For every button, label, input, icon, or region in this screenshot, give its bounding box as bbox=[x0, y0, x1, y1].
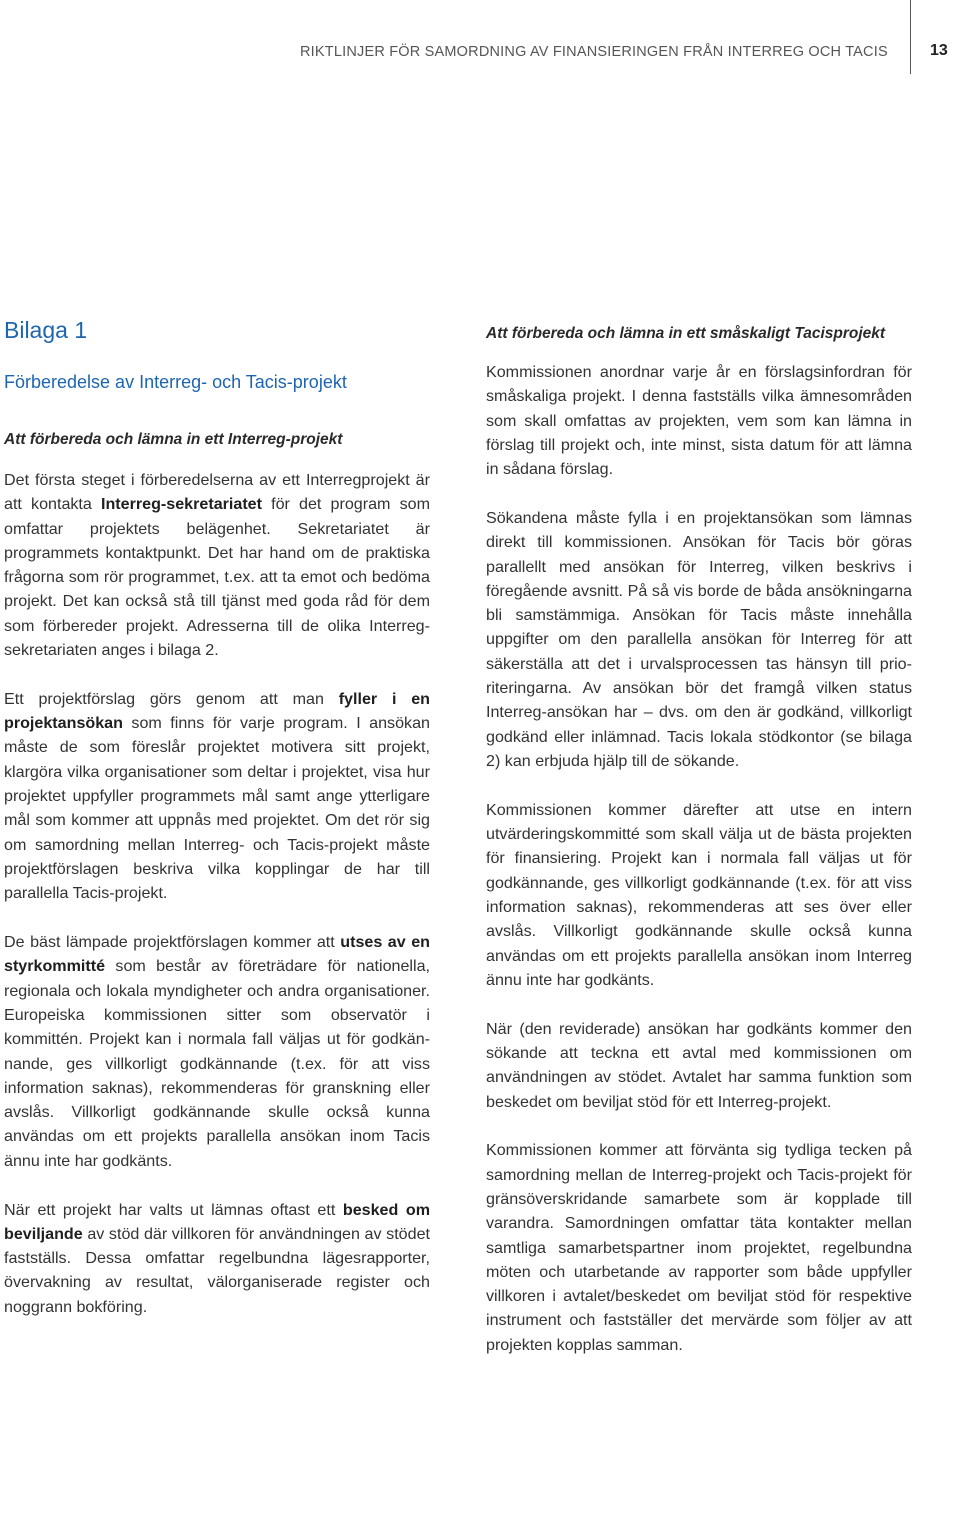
running-header: RIKTLINJER FÖR SAMORDNING AV FINANSIERINGEN FRÅN INTERREG OCH TACIS bbox=[300, 44, 888, 60]
emphasis: besked om beviljande bbox=[4, 1200, 430, 1243]
paragraph: De bäst lämpade projektförslagen kommer att utses av en styrkommitté som består av företrädare för nationella, regionala och lokala myndigheter och andra organisationer. Europeiska kommissionen sitter som observatör i kommittén. Projekt kan i normala fall väljas ut för godkännande, ges villkorligt godkännande (t.ex. för att viss information saknas), rekommenderas för granskning eller avslås. Villkorligt godkännande skulle också kunna användas om ett projekts parallella ansökan inom Tacis ännu inte har godkänts. bbox=[4, 933, 430, 1170]
paragraph: Ett projektförslag görs genom att man fyller i en projektansökan som finns för varje program. I ansökan måste de som föreslår projektet motivera sitt projekt, klargöra vilka organisationer som deltar i projektet, visa hur projektet uppfyller programmets mål samt ange ytterligare mål som kommer att uppnås med projektet. Om det rör sig om samordning mellan Interreg- och Tacis-projekt måste projektförslagen beskriva vilka kopplingar de har till parallella Tacis-projekt. bbox=[4, 689, 430, 903]
paragraph: Kommissionen kommer att förvänta sig tydliga tecken på samordning mellan de Interreg-projekt och Tacis-projekt för gränsöverskridande samarbete som är kopplade till varandra. Samordningen omfattar täta kontakter mellan samtliga samarbetspartner inom projektet, regelbundna möten och utarbetande av rapporter som både uppfyller villkoren i avtalet/beskedet om beviljat stöd för respektive instrument och fastställer det mervärde som följer av att projekten kopplas samman. bbox=[486, 1141, 912, 1354]
header-divider bbox=[910, 0, 911, 74]
paragraph: Det första steget i förberedelserna av ett Interregprojekt är att kontakta Interreg-sekretariatet för det program som omfattar projektets belägenhet. Sekretariatet är programmets kontaktpunkt. Det har hand om de praktiska frågorna som rör programmet, t.ex. att ta emot och bedöma projekt. Det kan också stå till tjänst med goda råd för dem som förbereder projekt. Adresserna till de olika Interreg-sekretariaten anges i bilaga 2. bbox=[4, 471, 430, 660]
emphasis: Interreg-sekretariatet bbox=[100, 495, 262, 514]
page-number: 13 bbox=[930, 42, 948, 59]
emphasis: utses av en styrkommitté bbox=[4, 933, 430, 976]
section-heading-interreg: Att förbereda och lämna in ett Interreg-projekt bbox=[4, 431, 343, 448]
paragraph: Kommissionen anordnar varje år en förslagsinfordran för småskaliga projekt. I denna fastställs vilka ämnesområden som skall omfattas av projekten, vem som kan lämna in förslag till projekt och, inte minst, sista datum för att lämna in sådana förslag. bbox=[486, 363, 912, 479]
paragraph: Kommissionen kommer därefter att utse en intern utvärderingskommitté som skall välja ut de bästa projekten för finansiering. Projekt kan i normala fall väljas ut för godkännande, ges villkorligt godkännande (t.ex. för att viss information saknas), rekommenderas att ses över eller avslås. Villkorligt godkännande skulle också kunna användas om ett projekts parallella ansökan inom Interreg ännu inte har godkänts. bbox=[486, 800, 912, 989]
paragraph: När ett projekt har valts ut lämnas oftast ett besked om beviljande av stöd där villkoren för användningen av stödet fastställs. Dessa omfattar regelbundna lägesrapporter, övervakning av resultat, välorganiserade register och noggrann bokföring. bbox=[4, 1200, 430, 1316]
emphasis: fyller i en projektansökan bbox=[4, 689, 430, 733]
right-column bbox=[486, 316, 912, 1357]
paragraph: När (den reviderade) ansökan har godkänts kommer den sökande att teckna ett avtal med kommissionen om användningen av stödet. Avtalet har samma funktion som beskedet om beviljat stöd för ett Interreg-projekt. bbox=[486, 1019, 912, 1111]
left-column bbox=[4, 316, 430, 1319]
paragraph: Sökandena måste fylla i en projektansökan som lämnas direkt till kommissionen. Ansökan för Tacis bör göras parallellt med ansökan för Interreg, vilken beskrivs i föregående avsnitt. På så vis borde de båda ansökningarna bli samstämmiga. Ansökan för Tacis måste innehålla uppgifter om den parallella ansökan för Interreg för att säkerställa att det i urvalsprocessen tas hänsyn till prioriteringarna. Av ansökan bör det framgå vilken status Interreg-ansökan har – dvs. om den är godkänd, villkorligt godkänd eller inlämnad. Tacis lokala stödkontor (se bilaga 2) kan erbjuda hjälp till de sökande. bbox=[486, 508, 912, 770]
appendix-subtitle: Förberedelse av Interreg- och Tacis-projekt bbox=[4, 372, 347, 392]
section-heading-tacis: Att förbereda och lämna in ett småskaligt Tacisprojekt bbox=[486, 325, 886, 342]
appendix-title: Bilaga 1 bbox=[4, 317, 88, 343]
